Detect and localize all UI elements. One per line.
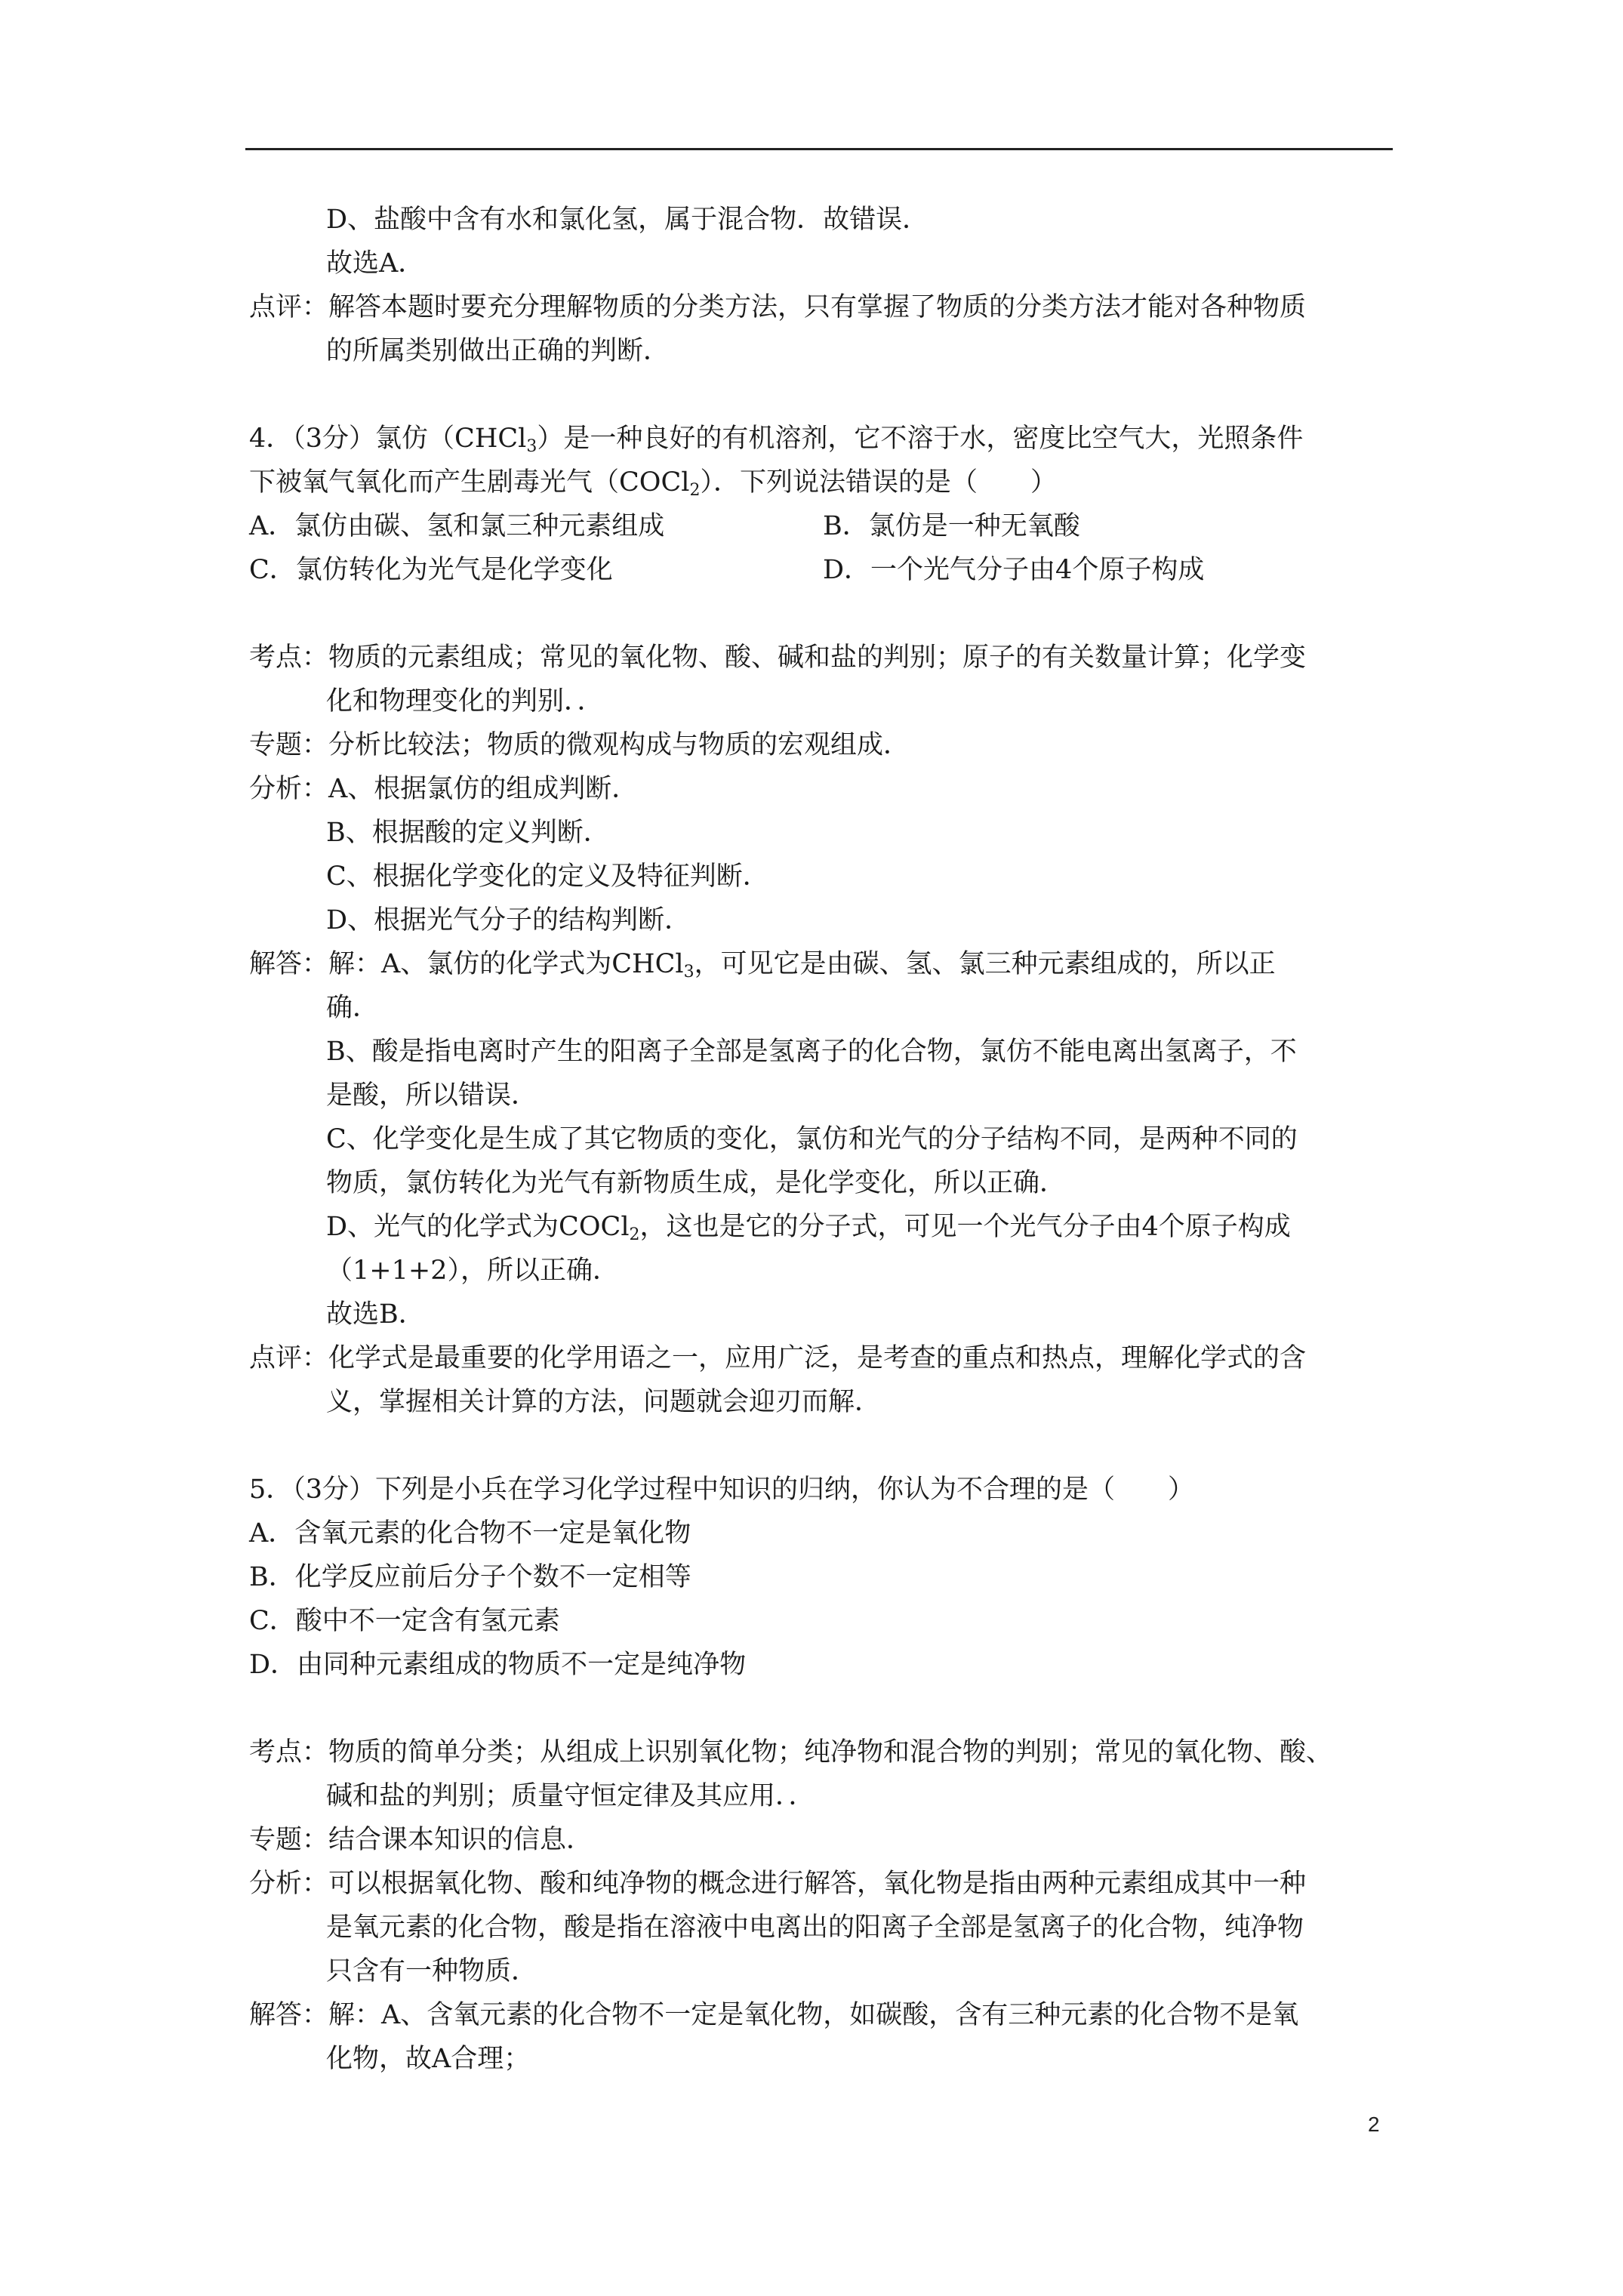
q5-option-a: A．含氧元素的化合物不一定是氧化物 [249, 1518, 691, 1549]
q4-jieda-d2: （1+1+2），所以正确． [326, 1256, 619, 1286]
q4-jieda-d1: D、光气的化学式为COCl$_2$，这也是它的分子式，可见一个光气分子由4个原子构成 [326, 1212, 1291, 1244]
q4-option-c: C．氯仿转化为光气是化学变化 [249, 555, 613, 585]
q5-option-b: B．化学反应前后分子个数不一定相等 [249, 1562, 691, 1592]
q3-conclusion: 故选A． [326, 248, 425, 279]
q4-option-a: A．氯仿由碳、氢和氯三种元素组成 [249, 511, 665, 541]
q4-fenxi-b: B、根据酸的定义判断． [326, 818, 610, 848]
q4-jieda-c1: C、化学变化是生成了其它物质的变化，氯仿和光气的分子结构不同，是两种不同的 [326, 1124, 1298, 1154]
q4-dianping-line2: 义，掌握相关计算的方法，问题就会迎刃而解． [326, 1387, 882, 1417]
q4-jieda-c2: 物质，氯仿转化为光气有新物质生成，是化学变化，所以正确． [326, 1168, 1067, 1198]
header-rule [245, 148, 1393, 150]
q5-zhuanti: 专题：结合课本知识的信息． [249, 1825, 593, 1855]
q4-jieda-a1: 解答：解：A、氯仿的化学式为CHCl$_3$，可见它是由碳、氢、氯三种元素组成的，所以正 [249, 949, 1276, 982]
q3-comment-label: 点评： [249, 292, 329, 322]
q3-analysis-d: D、盐酸中含有水和氯化氢，属于混合物．故错误． [326, 205, 929, 235]
q5-option-d: D．由同种元素组成的物质不一定是纯净物 [249, 1650, 747, 1680]
q4-stem-line2: 下被氧气氧化而产生剧毒光气（COCl$_2$）．下列说法错误的是（ ） [249, 467, 1057, 500]
q4-fenxi-c: C、根据化学变化的定义及特征判断． [326, 861, 769, 892]
q4-zhuanti: 专题：分析比较法；物质的微观构成与物质的宏观组成． [249, 730, 910, 760]
q4-jieda-b1: B、酸是指电离时产生的阳离子全部是氢离子的化合物，氯仿不能电离出氢离子，不 [326, 1037, 1297, 1067]
q3-comment-line2: 的所属类别做出正确的判断． [326, 336, 670, 366]
q5-kaodian-line1: 考点：物质的简单分类；从组成上识别氧化物；纯净物和混合物的判别；常见的氧化物、酸、 [249, 1737, 1333, 1767]
q4-conclusion: 故选B． [326, 1299, 425, 1330]
q4-option-b: B．氯仿是一种无氧酸 [823, 511, 1080, 541]
q4-option-d: D．一个光气分子由4个原子构成 [823, 555, 1205, 585]
q3-comment-line1: 点评：解答本题时要充分理解物质的分类方法，只有掌握了物质的分类方法才能对各种物质 [249, 292, 1307, 322]
q5-fenxi-line2: 是氧元素的化合物，酸是指在溶液中电离出的阳离子全部是氢离子的化合物，纯净物 [326, 1912, 1304, 1943]
q4-jieda-a2: 确． [326, 993, 380, 1023]
document-body [249, 198, 1397, 2081]
q5-stem: 5．（3分）下列是小兵在学习化学过程中知识的归纳，你认为不合理的是（ ） [249, 1475, 1195, 1505]
q4-fenxi-d: D、根据光气分子的结构判断． [326, 905, 691, 935]
q5-jieda-line1: 解答：解：A、含氧元素的化合物不一定是氧化物，如碳酸，含有三种元素的化合物不是氧 [249, 2000, 1299, 2030]
q4-kaodian-line1: 考点：物质的元素组成；常见的氧化物、酸、碱和盐的判别；原子的有关数量计算；化学变 [249, 643, 1307, 673]
q4-options-row2 [249, 548, 1397, 592]
page-number: 2 [1368, 2113, 1380, 2136]
q5-fenxi-line1: 分析：可以根据氧化物、酸和纯净物的概念进行解答，氧化物是指由两种元素组成其中一种 [249, 1869, 1307, 1899]
q4-options-row1 [249, 504, 1397, 548]
q4-fenxi-line1: 分析：A、根据氯仿的组成判断． [249, 774, 639, 804]
q4-kaodian-line2: 化和物理变化的判别．． [326, 686, 604, 717]
q4-stem-line1: 4．（3分）氯仿（CHCl$_3$）是一种良好的有机溶剂，它不溶于水，密度比空气大，光照条件 [249, 424, 1304, 456]
q5-fenxi-line3: 只含有一种物质． [326, 1956, 538, 1986]
q5-jieda-line2: 化物，故A合理； [326, 2044, 531, 2074]
q4-dianping-line1: 点评：化学式是最重要的化学用语之一，应用广泛，是考查的重点和热点，理解化学式的含 [249, 1343, 1307, 1373]
q4-jieda-b2: 是酸，所以错误． [326, 1080, 538, 1111]
q5-kaodian-line2: 碱和盐的判别；质量守恒定律及其应用．． [326, 1781, 815, 1811]
q5-option-c: C．酸中不一定含有氢元素 [249, 1606, 560, 1636]
